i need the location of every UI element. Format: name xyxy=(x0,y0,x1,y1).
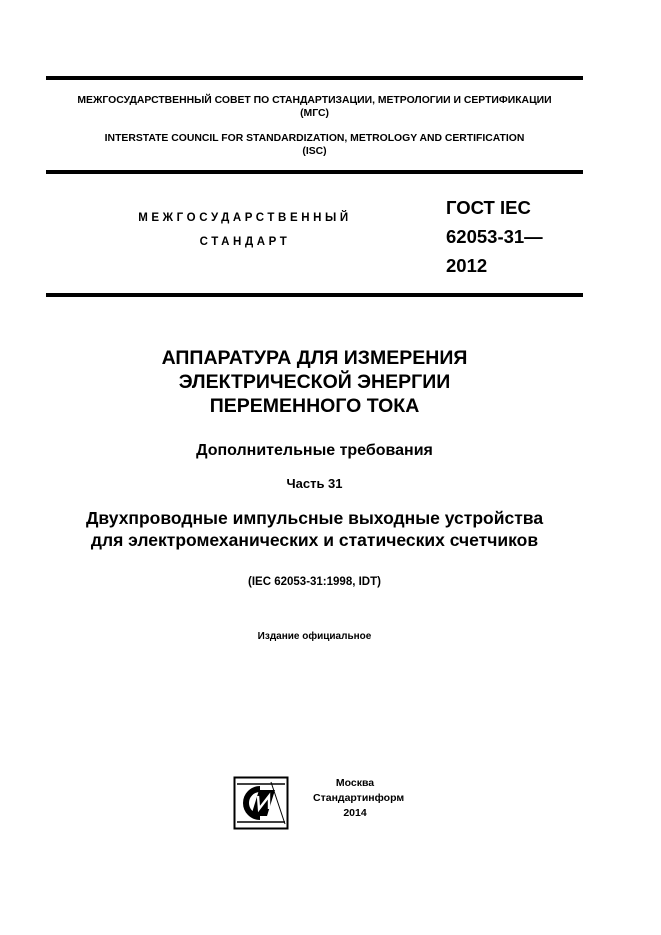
document-title-line1: АППАРАТУРА ДЛЯ ИЗМЕРЕНИЯ xyxy=(161,347,468,369)
top-rule xyxy=(46,76,583,80)
imprint-year: 2014 xyxy=(343,807,367,819)
standard-number xyxy=(446,193,543,280)
edition-note: Издание официальное xyxy=(257,631,372,642)
header-rule xyxy=(46,170,583,174)
standard-rule xyxy=(46,293,583,297)
council-name-en-line1: INTERSTATE COUNCIL FOR STANDARDIZATION, METROLOGY AND CERTIFICATION xyxy=(104,133,525,144)
document-subtitle: Дополнительные требования xyxy=(196,442,433,459)
imprint xyxy=(313,776,405,821)
council-abbr-ru: (МГС) xyxy=(300,107,329,119)
standard-label-line1: МЕЖГОСУДАРСТВЕННЫЙ xyxy=(138,212,352,224)
document-title-line2: ЭЛЕКТРИЧЕСКОЙ ЭНЕРГИИ xyxy=(178,371,451,393)
council-name-en xyxy=(46,133,583,158)
iec-reference: (IEC 62053-31:1998, IDT) xyxy=(248,576,381,588)
standard-number-line3: 2012 xyxy=(446,255,488,276)
standartinform-logo-icon xyxy=(233,776,289,830)
imprint-publisher: Стандартинформ xyxy=(313,792,405,804)
imprint-city: Москва xyxy=(335,777,375,789)
part-title xyxy=(46,507,583,551)
document-title-line3: ПЕРЕМЕННОГО ТОКА xyxy=(209,395,420,417)
part-title-line2: для электромеханических и статических счетчиков xyxy=(90,530,539,550)
council-abbr-en: (ISC) xyxy=(302,145,327,157)
standard-number-line2: 62053-31— xyxy=(446,226,543,247)
document-title xyxy=(46,346,583,418)
part-number: Часть 31 xyxy=(286,476,343,491)
standard-number-line1: ГОСТ IEC xyxy=(446,197,531,218)
council-name-ru xyxy=(46,95,583,120)
council-name-ru-line1: МЕЖГОСУДАРСТВЕННЫЙ СОВЕТ ПО СТАНДАРТИЗАЦИИ, МЕТРОЛОГИИ И СЕРТИФИКАЦИИ xyxy=(77,95,552,106)
standard-label-line2: СТАНДАРТ xyxy=(199,236,291,248)
part-title-line1: Двухпроводные импульсные выходные устройства xyxy=(85,508,544,528)
